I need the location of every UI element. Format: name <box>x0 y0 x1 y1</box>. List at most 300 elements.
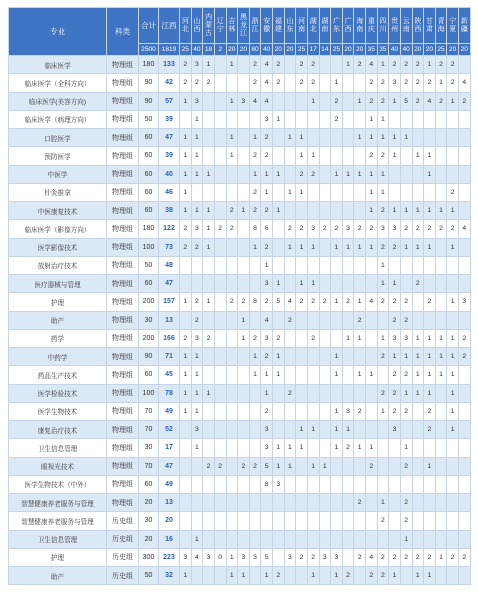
jiangxi-cell: 46 <box>159 183 180 201</box>
province-quota-cell: 1 <box>284 183 296 201</box>
province-quota-cell <box>180 439 192 457</box>
category-cell: 物理组 <box>107 129 139 147</box>
major-name-cell: 卫生信息管理 <box>9 439 107 457</box>
province-quota-cell <box>319 256 331 274</box>
province-quota-cell: 1 <box>435 548 447 566</box>
province-quota-cell: 1 <box>389 92 401 110</box>
province-quota-cell <box>284 567 296 585</box>
province-quota-cell: 1 <box>400 439 412 457</box>
province-quota-cell <box>226 348 238 366</box>
province-quota-cell <box>214 165 226 183</box>
province-quota-cell: 2 <box>307 548 319 566</box>
province-quota-cell: 1 <box>203 165 215 183</box>
province-quota-cell <box>226 384 238 402</box>
province-quota-cell: 2 <box>273 74 285 92</box>
province-quota-cell: 2 <box>424 293 436 311</box>
province-quota-cell <box>459 165 471 183</box>
province-quota-cell: 2 <box>214 220 226 238</box>
table-row <box>9 348 471 366</box>
province-summary-cell: 2 <box>214 44 226 56</box>
province-quota-cell: 3 <box>307 220 319 238</box>
province-quota-cell: 1 <box>273 275 285 293</box>
province-quota-cell <box>424 494 436 512</box>
province-quota-cell: 2 <box>261 348 273 366</box>
province-quota-cell <box>307 348 319 366</box>
province-column-header: 辽宁 <box>214 8 226 44</box>
major-name-cell: 临床医学（病理方向） <box>9 110 107 128</box>
province-quota-cell: 1 <box>191 402 203 420</box>
province-quota-cell: 1 <box>389 202 401 220</box>
province-quota-cell: 1 <box>307 421 319 439</box>
province-quota-cell <box>249 512 261 530</box>
province-quota-cell <box>389 183 401 201</box>
province-quota-cell <box>214 329 226 347</box>
province-column-header: 青海 <box>435 8 447 44</box>
province-quota-cell <box>261 494 273 512</box>
province-quota-cell <box>226 110 238 128</box>
province-quota-cell <box>249 421 261 439</box>
category-cell: 物理组 <box>107 457 139 475</box>
table-header <box>9 8 471 56</box>
province-quota-cell <box>459 183 471 201</box>
province-quota-cell: 2 <box>412 92 424 110</box>
province-quota-cell: 1 <box>249 238 261 256</box>
province-quota-cell: 2 <box>400 366 412 384</box>
province-quota-cell <box>249 110 261 128</box>
province-quota-cell: 1 <box>226 147 238 165</box>
province-quota-cell: 1 <box>191 530 203 548</box>
province-quota-cell: 1 <box>447 348 459 366</box>
province-quota-cell <box>459 384 471 402</box>
province-quota-cell: 2 <box>307 293 319 311</box>
total-cell: 70 <box>139 402 159 420</box>
jiangxi-cell: 57 <box>159 92 180 110</box>
table-row <box>9 457 471 475</box>
province-quota-cell: 2 <box>331 110 343 128</box>
province-quota-cell <box>296 457 308 475</box>
major-name-cell: 眼视光技术 <box>9 457 107 475</box>
total-cell: 20 <box>139 530 159 548</box>
province-quota-cell: 1 <box>447 384 459 402</box>
major-name-cell: 药品生产技术 <box>9 366 107 384</box>
province-quota-cell: 1 <box>203 238 215 256</box>
province-column-header: 黑龙江 <box>238 8 250 44</box>
province-quota-cell <box>331 56 343 74</box>
province-quota-cell: 3 <box>261 110 273 128</box>
province-quota-cell <box>424 110 436 128</box>
province-quota-cell <box>191 512 203 530</box>
province-quota-cell: 1 <box>447 421 459 439</box>
province-summary-cell: 25 <box>435 44 447 56</box>
major-column-header: 专业 <box>9 8 107 56</box>
province-column-header: 河南 <box>296 8 308 44</box>
province-quota-cell <box>319 384 331 402</box>
province-quota-cell <box>389 530 401 548</box>
province-quota-cell <box>238 110 250 128</box>
province-quota-cell: 2 <box>284 311 296 329</box>
province-quota-cell: 1 <box>377 110 389 128</box>
province-quota-cell: 1 <box>366 202 378 220</box>
total-cell: 30 <box>139 439 159 457</box>
province-quota-cell <box>226 421 238 439</box>
province-quota-cell: 1 <box>377 402 389 420</box>
total-cell: 20 <box>139 494 159 512</box>
province-quota-cell: 2 <box>307 329 319 347</box>
province-quota-cell <box>203 348 215 366</box>
table-row <box>9 311 471 329</box>
province-quota-cell <box>238 512 250 530</box>
province-quota-cell <box>435 402 447 420</box>
province-quota-cell <box>389 165 401 183</box>
province-quota-cell: 1 <box>354 238 366 256</box>
table-row <box>9 165 471 183</box>
province-summary-cell: 20 <box>342 44 354 56</box>
total-cell: 60 <box>139 129 159 147</box>
province-quota-cell <box>214 129 226 147</box>
province-quota-cell: 1 <box>447 238 459 256</box>
province-quota-cell: 1 <box>377 56 389 74</box>
province-quota-cell: 1 <box>354 329 366 347</box>
province-quota-cell <box>296 348 308 366</box>
province-quota-cell <box>412 256 424 274</box>
province-quota-cell: 3 <box>261 275 273 293</box>
province-quota-cell <box>459 147 471 165</box>
province-quota-cell <box>203 567 215 585</box>
summary-jiangxi: 1819 <box>159 44 180 56</box>
province-quota-cell: 4 <box>366 293 378 311</box>
province-quota-cell: 3 <box>319 548 331 566</box>
jiangxi-cell: 32 <box>159 567 180 585</box>
province-quota-cell <box>389 512 401 530</box>
province-quota-cell: 2 <box>447 183 459 201</box>
province-quota-cell: 1 <box>435 329 447 347</box>
province-quota-cell <box>249 275 261 293</box>
province-quota-cell: 3 <box>342 402 354 420</box>
province-quota-cell: 3 <box>180 548 192 566</box>
province-quota-cell: 1 <box>400 202 412 220</box>
province-quota-cell <box>459 256 471 274</box>
province-quota-cell <box>447 110 459 128</box>
province-quota-cell <box>273 238 285 256</box>
province-summary-cell: 20 <box>226 44 238 56</box>
province-quota-cell: 8 <box>249 293 261 311</box>
province-quota-cell <box>238 275 250 293</box>
major-name-cell: 助产 <box>9 567 107 585</box>
province-quota-cell: 2 <box>261 147 273 165</box>
province-quota-cell: 2 <box>377 348 389 366</box>
province-quota-cell <box>435 110 447 128</box>
province-quota-cell <box>203 494 215 512</box>
province-quota-cell <box>435 512 447 530</box>
province-quota-cell <box>284 530 296 548</box>
province-quota-cell <box>238 530 250 548</box>
province-quota-cell: 4 <box>249 92 261 110</box>
province-quota-cell: 1 <box>447 366 459 384</box>
province-quota-cell: 2 <box>447 56 459 74</box>
province-quota-cell: 1 <box>284 238 296 256</box>
province-quota-cell <box>319 275 331 293</box>
province-quota-cell: 2 <box>319 293 331 311</box>
province-summary-cell: 20 <box>459 44 471 56</box>
province-quota-cell <box>400 183 412 201</box>
province-quota-cell <box>238 348 250 366</box>
province-quota-cell <box>342 110 354 128</box>
province-summary-cell: 18 <box>203 44 215 56</box>
province-quota-cell <box>238 165 250 183</box>
province-quota-cell <box>366 512 378 530</box>
province-quota-cell: 1 <box>180 147 192 165</box>
province-quota-cell: 1 <box>203 384 215 402</box>
category-cell: 物理组 <box>107 439 139 457</box>
province-quota-cell: 1 <box>412 147 424 165</box>
summary-total: 2500 <box>139 44 159 56</box>
province-quota-cell <box>331 256 343 274</box>
province-quota-cell <box>296 567 308 585</box>
table-row <box>9 512 471 530</box>
province-quota-cell <box>400 165 412 183</box>
province-quota-cell <box>203 129 215 147</box>
table-row <box>9 494 471 512</box>
province-quota-cell <box>319 147 331 165</box>
province-column-header: 湖南 <box>319 8 331 44</box>
major-name-cell: 临床医学（全科方向） <box>9 74 107 92</box>
jiangxi-cell: 49 <box>159 475 180 493</box>
province-quota-cell: 1 <box>180 165 192 183</box>
province-quota-cell: 1 <box>377 183 389 201</box>
province-quota-cell <box>307 494 319 512</box>
province-quota-cell: 2 <box>366 74 378 92</box>
province-quota-cell: 1 <box>180 366 192 384</box>
province-quota-cell <box>180 421 192 439</box>
province-quota-cell: 2 <box>389 56 401 74</box>
province-quota-cell <box>296 110 308 128</box>
province-quota-cell <box>331 384 343 402</box>
province-quota-cell: 4 <box>261 74 273 92</box>
province-quota-cell: 2 <box>273 329 285 347</box>
province-quota-cell <box>331 147 343 165</box>
province-quota-cell <box>226 183 238 201</box>
province-quota-cell: 1 <box>435 74 447 92</box>
category-cell: 物理组 <box>107 494 139 512</box>
province-quota-cell <box>319 402 331 420</box>
province-quota-cell: 4 <box>261 311 273 329</box>
province-quota-cell <box>412 475 424 493</box>
major-name-cell: 临床医学（影像方向） <box>9 220 107 238</box>
total-cell: 60 <box>139 475 159 493</box>
province-quota-cell: 2 <box>377 92 389 110</box>
table-row <box>9 147 471 165</box>
province-quota-cell: 2 <box>238 457 250 475</box>
province-quota-cell <box>435 238 447 256</box>
province-quota-cell <box>342 512 354 530</box>
province-summary-cell: 25 <box>331 44 343 56</box>
province-quota-cell <box>238 183 250 201</box>
table-row <box>9 293 471 311</box>
province-quota-cell: 2 <box>296 548 308 566</box>
province-quota-cell <box>249 311 261 329</box>
province-quota-cell: 2 <box>319 220 331 238</box>
jiangxi-cell: 13 <box>159 494 180 512</box>
province-quota-cell <box>319 439 331 457</box>
province-quota-cell: 2 <box>389 548 401 566</box>
province-quota-cell <box>354 512 366 530</box>
province-quota-cell: 1 <box>307 92 319 110</box>
province-quota-cell <box>203 92 215 110</box>
province-quota-cell <box>180 512 192 530</box>
province-quota-cell: 1 <box>226 548 238 566</box>
province-quota-cell <box>366 348 378 366</box>
province-quota-cell: 2 <box>389 311 401 329</box>
province-quota-cell <box>214 293 226 311</box>
province-quota-cell: 4 <box>261 56 273 74</box>
province-quota-cell <box>226 238 238 256</box>
category-cell: 历史组 <box>107 530 139 548</box>
province-quota-cell: 1 <box>191 384 203 402</box>
province-quota-cell <box>354 530 366 548</box>
province-quota-cell <box>226 311 238 329</box>
province-quota-cell <box>319 165 331 183</box>
province-quota-cell: 4 <box>459 74 471 92</box>
province-quota-cell: 3 <box>238 92 250 110</box>
province-quota-cell <box>284 366 296 384</box>
province-quota-cell <box>296 256 308 274</box>
province-quota-cell: 1 <box>342 421 354 439</box>
province-quota-cell <box>249 402 261 420</box>
province-quota-cell <box>273 92 285 110</box>
category-cell: 历史组 <box>107 512 139 530</box>
province-quota-cell <box>319 56 331 74</box>
province-quota-cell: 3 <box>459 293 471 311</box>
province-quota-cell <box>331 329 343 347</box>
province-quota-cell <box>203 512 215 530</box>
province-quota-cell <box>366 329 378 347</box>
jiangxi-cell: 52 <box>159 421 180 439</box>
province-quota-cell <box>214 475 226 493</box>
province-quota-cell: 1 <box>447 202 459 220</box>
province-quota-cell: 2 <box>435 220 447 238</box>
total-cell: 200 <box>139 293 159 311</box>
table-row <box>9 402 471 420</box>
province-quota-cell <box>447 475 459 493</box>
major-name-cell: 口腔医学 <box>9 129 107 147</box>
major-name-cell: 医学生物技术 <box>9 402 107 420</box>
jiangxi-cell: 157 <box>159 293 180 311</box>
province-quota-cell: 1 <box>377 256 389 274</box>
province-quota-cell <box>226 512 238 530</box>
province-quota-cell <box>400 475 412 493</box>
province-quota-cell: 1 <box>249 129 261 147</box>
province-quota-cell <box>342 147 354 165</box>
province-quota-cell <box>319 183 331 201</box>
province-quota-cell: 8 <box>261 475 273 493</box>
province-quota-cell: 1 <box>238 202 250 220</box>
jiangxi-cell: 20 <box>159 512 180 530</box>
province-quota-cell <box>342 494 354 512</box>
province-quota-cell <box>284 475 296 493</box>
table-body <box>9 56 471 585</box>
province-quota-cell <box>354 147 366 165</box>
province-quota-cell <box>459 475 471 493</box>
category-cell: 物理组 <box>107 238 139 256</box>
jiangxi-cell: 16 <box>159 530 180 548</box>
province-quota-cell <box>307 129 319 147</box>
province-quota-cell <box>354 421 366 439</box>
province-quota-cell <box>459 311 471 329</box>
total-cell: 300 <box>139 548 159 566</box>
province-quota-cell: 2 <box>435 56 447 74</box>
province-quota-cell <box>249 530 261 548</box>
province-column-header: 四川 <box>377 8 389 44</box>
province-quota-cell: 2 <box>400 402 412 420</box>
province-quota-cell <box>191 275 203 293</box>
table-row <box>9 366 471 384</box>
province-quota-cell <box>249 475 261 493</box>
province-quota-cell: 1 <box>296 147 308 165</box>
province-quota-cell: 8 <box>249 220 261 238</box>
province-quota-cell: 1 <box>249 366 261 384</box>
province-quota-cell: 2 <box>389 384 401 402</box>
category-cell: 物理组 <box>107 402 139 420</box>
province-quota-cell <box>284 74 296 92</box>
category-cell: 物理组 <box>107 256 139 274</box>
province-quota-cell: 1 <box>307 275 319 293</box>
province-quota-cell <box>435 165 447 183</box>
province-quota-cell: 2 <box>226 220 238 238</box>
major-name-cell: 卫生信息管理 <box>9 530 107 548</box>
province-quota-cell: 3 <box>191 220 203 238</box>
province-quota-cell: 2 <box>400 512 412 530</box>
province-quota-cell: 2 <box>400 311 412 329</box>
province-quota-cell <box>273 384 285 402</box>
province-quota-cell <box>342 548 354 566</box>
jiangxi-cell: 17 <box>159 439 180 457</box>
province-quota-cell <box>191 494 203 512</box>
province-quota-cell <box>284 56 296 74</box>
province-quota-cell <box>226 366 238 384</box>
province-quota-cell: 2 <box>261 202 273 220</box>
province-quota-cell: 3 <box>191 56 203 74</box>
category-cell: 物理组 <box>107 366 139 384</box>
province-quota-cell <box>238 256 250 274</box>
province-quota-cell <box>296 92 308 110</box>
total-cell: 100 <box>139 384 159 402</box>
province-quota-cell <box>284 256 296 274</box>
province-quota-cell <box>459 202 471 220</box>
province-quota-cell <box>412 530 424 548</box>
province-quota-cell <box>214 348 226 366</box>
category-cell: 历史组 <box>107 567 139 585</box>
province-quota-cell <box>424 475 436 493</box>
category-cell: 物理组 <box>107 311 139 329</box>
province-quota-cell <box>447 567 459 585</box>
province-quota-cell <box>214 530 226 548</box>
province-column-header: 安徽 <box>261 8 273 44</box>
province-quota-cell: 1 <box>180 384 192 402</box>
province-quota-cell <box>459 494 471 512</box>
province-quota-cell <box>331 183 343 201</box>
province-quota-cell: 1 <box>261 256 273 274</box>
province-quota-cell: 2 <box>261 402 273 420</box>
category-cell: 物理组 <box>107 293 139 311</box>
province-column-header: 新疆 <box>459 8 471 44</box>
jiangxi-cell: 45 <box>159 366 180 384</box>
province-quota-cell <box>238 421 250 439</box>
province-quota-cell <box>307 384 319 402</box>
province-quota-cell: 1 <box>226 567 238 585</box>
province-column-header: 宁夏 <box>447 8 459 44</box>
province-quota-cell <box>180 256 192 274</box>
province-quota-cell: 1 <box>226 92 238 110</box>
